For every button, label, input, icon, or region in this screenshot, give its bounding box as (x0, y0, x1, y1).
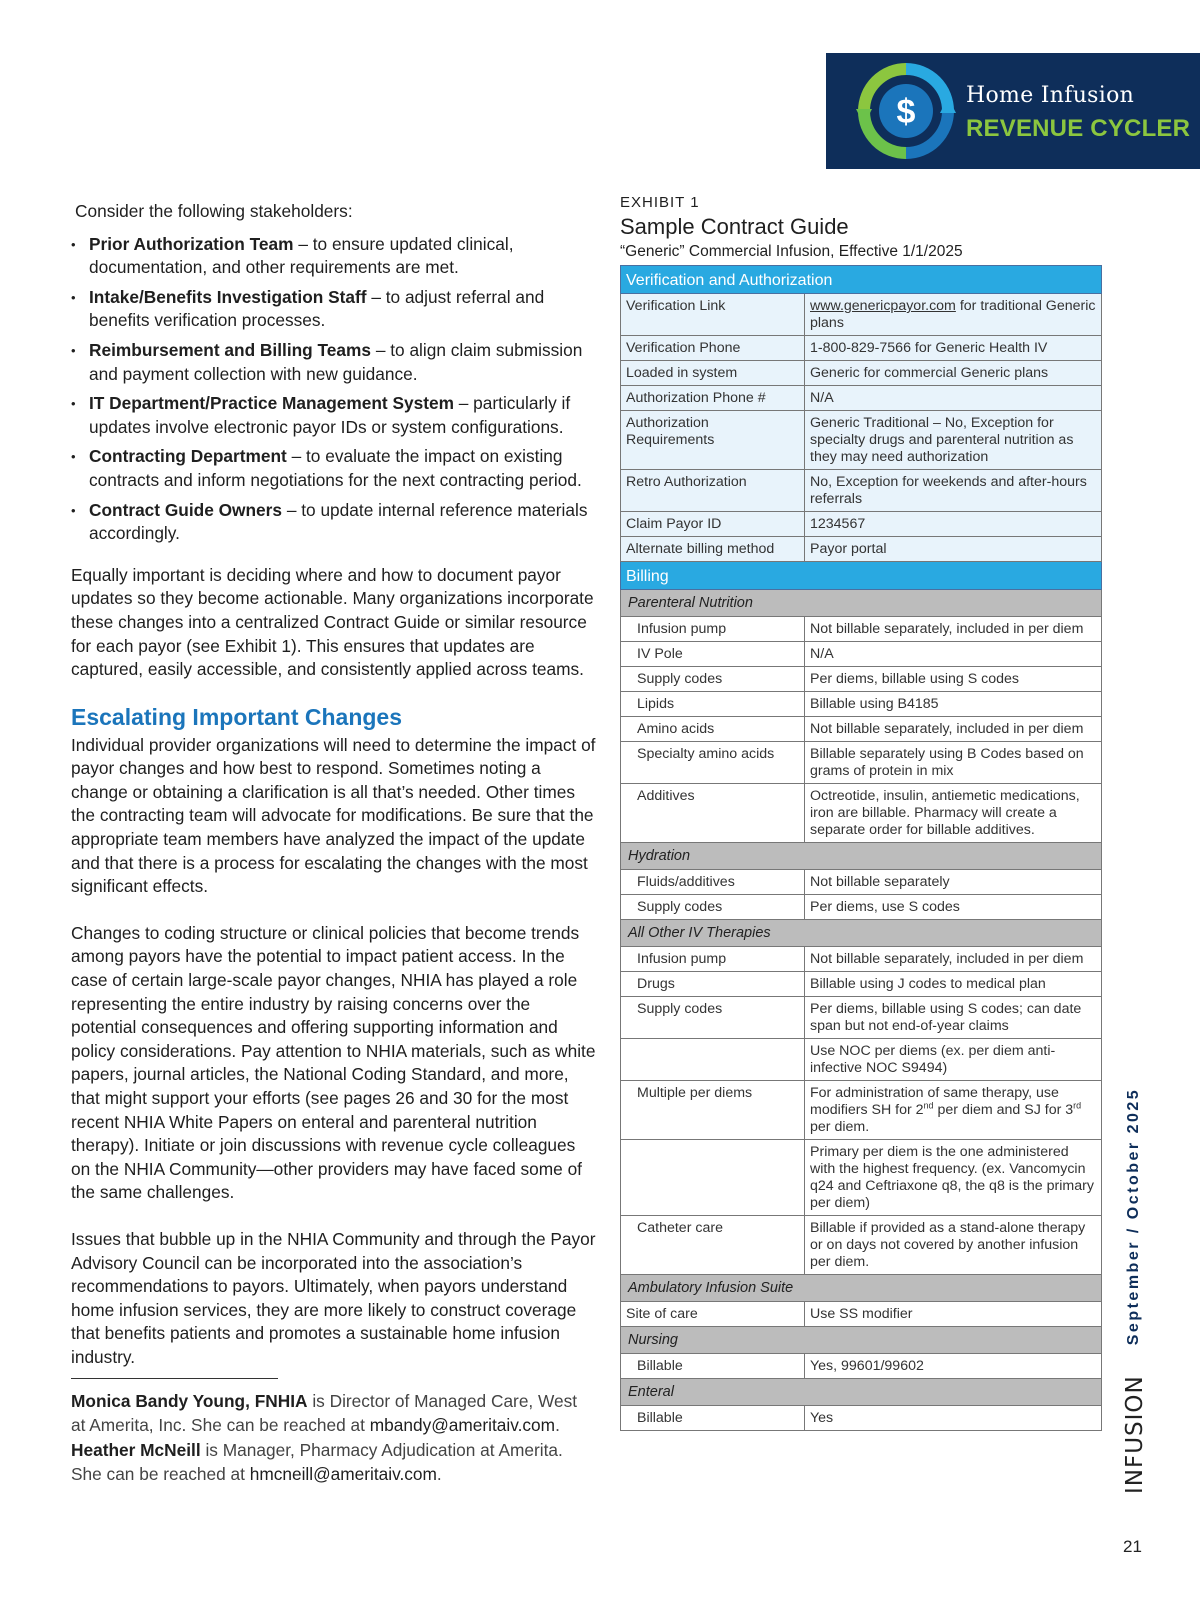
stakeholder-name: Intake/Benefits Investigation Staff (89, 286, 367, 307)
stakeholder-name: Contract Guide Owners (89, 499, 283, 520)
author-name: Heather McNeill (71, 1439, 201, 1460)
row-label: Additives (621, 784, 805, 843)
stakeholder-desc: – to ensure updated clinical, documentation, and other requirements are met. (89, 233, 514, 278)
paragraph: Equally important is deciding where and how to document payor updates so they become actionable. Many organizations incorporate these changes into a centralized Contract Guide or similar resource for each payor (see Exhibit 1). This ensures that updates are captured, easily accessible, and consistently applied across teams. (71, 564, 594, 680)
row-value: No, Exception for weekends and after-hours referrals (805, 470, 1102, 512)
row-label: Catheter care (621, 1216, 805, 1275)
row-label: Alternate billing method (621, 537, 805, 562)
subsection-header: Ambulatory Infusion Suite (621, 1275, 1102, 1302)
table-row (621, 692, 1102, 717)
row-value: Generic for commercial Generic plans (805, 361, 1102, 386)
table-row (621, 997, 1102, 1039)
row-label: Fluids/additives (621, 870, 805, 895)
row-value (805, 1081, 1102, 1140)
list-item (71, 445, 596, 492)
bullet-icon: • (71, 236, 76, 252)
row-label: Supply codes (621, 997, 805, 1039)
author-name: Monica Bandy Young, FNHIA (71, 1390, 308, 1411)
badge-subtitle: REVENUE CYCLER (966, 115, 1191, 142)
subsection-header: Enteral (621, 1379, 1102, 1406)
row-value: Not billable separately, included in per diem (805, 617, 1102, 642)
bullet-icon: • (71, 342, 76, 358)
author-bio (71, 1389, 596, 1487)
row-value: Payor portal (805, 537, 1102, 562)
table-row (621, 742, 1102, 784)
table-row (621, 1302, 1102, 1327)
subsection-header: Parenteral Nutrition (621, 590, 1102, 617)
stakeholders-intro: Consider the following stakeholders: (75, 201, 353, 221)
subsection-row (621, 920, 1102, 947)
table-row (621, 717, 1102, 742)
list-item (71, 499, 596, 546)
table-row (621, 1354, 1102, 1379)
article-body (71, 200, 596, 1487)
list-item (71, 286, 596, 333)
row-value: Billable separately using B Codes based on grams of protein in mix (805, 742, 1102, 784)
row-label: Amino acids (621, 717, 805, 742)
bio-text: is Manager, Pharmacy Adjudication at Amerita. She can be reached at (71, 1439, 563, 1485)
verification-link[interactable]: www.genericpayor.com (810, 298, 956, 314)
row-label: Authorization Phone # (621, 386, 805, 411)
list-item (71, 392, 596, 439)
section-header: Verification and Authorization (621, 266, 1102, 294)
subsection-header: All Other IV Therapies (621, 920, 1102, 947)
row-value: N/A (805, 642, 1102, 667)
table-row (621, 411, 1102, 470)
row-label: Specialty amino acids (621, 742, 805, 784)
table-row (621, 1216, 1102, 1275)
row-value: Billable if provided as a stand-alone therapy or on days not covered by another infusion per diem. (805, 1216, 1102, 1275)
section-heading: Escalating Important Changes (71, 703, 403, 730)
row-value: Not billable separately, included in per diem (805, 717, 1102, 742)
row-label: Infusion pump (621, 617, 805, 642)
row-value-text: For administration of same therapy, use modifiers SH for 2 (810, 1085, 1059, 1118)
row-label: Infusion pump (621, 947, 805, 972)
email-link[interactable]: mbandy@ameritaiv.com (369, 1415, 556, 1436)
stakeholder-name: Contracting Department (89, 446, 287, 467)
table-row (621, 1081, 1102, 1140)
row-label: Drugs (621, 972, 805, 997)
table-row (621, 642, 1102, 667)
table-row (621, 470, 1102, 512)
row-label: Multiple per diems (621, 1081, 805, 1140)
row-value: Use NOC per diems (ex. per diem anti-infective NOC S9494) (805, 1039, 1102, 1081)
row-label: Lipids (621, 692, 805, 717)
badge-title: Home Infusion (966, 83, 1135, 108)
row-value: Yes, 99601/99602 (805, 1354, 1102, 1379)
stakeholder-name: Prior Authorization Team (89, 233, 294, 254)
contract-guide-table (620, 265, 1102, 1431)
stakeholder-desc: – to adjust referral and benefits verification processes. (89, 286, 545, 331)
row-label: Billable (621, 1406, 805, 1431)
row-label: Verification Link (621, 294, 805, 336)
stakeholder-desc: – to update internal reference materials accordingly. (89, 499, 588, 544)
table-row (621, 361, 1102, 386)
subsection-row (621, 1327, 1102, 1354)
row-value: Per diems, use S codes (805, 895, 1102, 920)
row-value-text: per diem and SJ for 3 (933, 1102, 1074, 1118)
table-row (621, 947, 1102, 972)
revenue-cycle-logo-icon (856, 61, 956, 161)
magazine-name: INFUSION (1122, 1375, 1148, 1494)
row-label: Authorization Requirements (621, 411, 805, 470)
row-label: Billable (621, 1354, 805, 1379)
stakeholder-desc: – to evaluate the impact on existing contracts and inform negotiations for the next contracting period. (89, 446, 582, 490)
table-row (621, 386, 1102, 411)
row-value: Billable using J codes to medical plan (805, 972, 1102, 997)
row-label: Loaded in system (621, 361, 805, 386)
stakeholder-desc: – to align claim submission and payment collection with new guidance. (89, 339, 583, 384)
section-header: Billing (621, 562, 1102, 590)
email-link[interactable]: hmcneill@ameritaiv.com (249, 1464, 437, 1485)
bio-text: is Director of Managed Care, West at Amerita, Inc. She can be reached at (71, 1390, 578, 1436)
row-value-text: for traditional Generic plans (810, 298, 1096, 331)
exhibit-title: Sample Contract Guide (620, 214, 849, 239)
table-row (621, 537, 1102, 562)
exhibit-subtitle: “Generic” Commercial Infusion, Effective 1/1/2025 (620, 243, 963, 260)
row-label (621, 1140, 805, 1216)
exhibit-label: EXHIBIT 1 (620, 194, 700, 211)
row-value: Octreotide, insulin, antiemetic medications, iron are billable. Pharmacy will create a separate order for billable additives. (805, 784, 1102, 843)
paragraph: Changes to coding structure or clinical policies that become trends among payors have the potential to impact patient access. In the case of certain large-scale payor changes, NHIA has played a role representing the entire industry by raising concerns over the potential consequences and offering supporting information and policy considerations. Pay attention to NHIA materials, such as white papers, journal articles, the National Coding Standard, and more, that might support your efforts (see pages 26 and 30 for the most recent NHIA White Papers on enteral and parenteral nutrition therapy). Initiate or join discussions with revenue cycle colleagues on the NHIA Community—other providers may have faced some of the same challenges. (71, 922, 596, 1203)
bullet-icon: • (71, 396, 76, 412)
row-label: Claim Payor ID (621, 512, 805, 537)
subsection-row (621, 590, 1102, 617)
stakeholder-list (71, 233, 596, 546)
table-row (621, 972, 1102, 997)
row-value: Yes (805, 1406, 1102, 1431)
section-header-row (621, 562, 1102, 590)
row-value: 1234567 (805, 512, 1102, 537)
subsection-row (621, 843, 1102, 870)
table-row (621, 784, 1102, 843)
header-badge (826, 53, 1200, 169)
issue-date: September / October 2025 (1125, 1087, 1142, 1346)
row-label: Verification Phone (621, 336, 805, 361)
bullet-icon: • (71, 502, 76, 518)
dollar-sign-icon: $ (896, 93, 916, 131)
row-label: Supply codes (621, 667, 805, 692)
superscript: nd (923, 1100, 934, 1111)
row-label: IV Pole (621, 642, 805, 667)
exhibit (620, 194, 1102, 1431)
side-label (1122, 1088, 1148, 1494)
row-label: Site of care (621, 1302, 805, 1327)
table-row (621, 895, 1102, 920)
row-label: Retro Authorization (621, 470, 805, 512)
row-label (621, 1039, 805, 1081)
subsection-header: Nursing (621, 1327, 1102, 1354)
row-value: N/A (805, 386, 1102, 411)
row-value: Billable using B4185 (805, 692, 1102, 717)
table-row (621, 870, 1102, 895)
divider (71, 1378, 278, 1379)
paragraph: Issues that bubble up in the NHIA Community and through the Payor Advisory Council can be incorporated into the association’s recommendations to payors. Ultimately, when payors understand home infusion services, they are more likely to construct coverage that benefits patients and promotes a sustainable home infusion industry. (71, 1228, 596, 1367)
row-value: Not billable separately (805, 870, 1102, 895)
table-row (621, 617, 1102, 642)
bio-text: . (436, 1464, 442, 1485)
table-row (621, 1406, 1102, 1431)
subsection-row (621, 1275, 1102, 1302)
list-item (71, 339, 596, 386)
table-row (621, 1140, 1102, 1216)
bullet-icon: • (71, 289, 76, 305)
row-value: Primary per diem is the one administered with the highest frequency. (ex. Vancomycin q24 and Ceftriaxone q8, the q8 is the primary per diem) (805, 1140, 1102, 1216)
page-number: 21 (1123, 1537, 1142, 1556)
stakeholder-name: Reimbursement and Billing Teams (89, 339, 372, 360)
subsection-row (621, 1379, 1102, 1406)
bio-text: . (555, 1415, 560, 1436)
row-value: Per diems, billable using S codes (805, 667, 1102, 692)
superscript: rd (1073, 1100, 1082, 1111)
table-row (621, 667, 1102, 692)
row-value: 1-800-829-7566 for Generic Health IV (805, 336, 1102, 361)
bullet-icon: • (71, 449, 76, 465)
stakeholder-name: IT Department/Practice Management System (89, 393, 454, 414)
row-value (805, 294, 1102, 336)
row-value: Per diems, billable using S codes; can date span but not end-of-year claims (805, 997, 1102, 1039)
table-row (621, 336, 1102, 361)
row-value: Generic Traditional – No, Exception for specialty drugs and parenteral nutrition as they may need authorization (805, 411, 1102, 470)
row-label: Supply codes (621, 895, 805, 920)
row-value: Use SS modifier (805, 1302, 1102, 1327)
section-header-row (621, 266, 1102, 294)
table-row (621, 294, 1102, 336)
subsection-header: Hydration (621, 843, 1102, 870)
table-row (621, 512, 1102, 537)
list-item (71, 233, 596, 280)
table-row (621, 1039, 1102, 1081)
paragraph: Individual provider organizations will need to determine the impact of payor changes and how best to respond. Sometimes noting a change or obtaining a clarification is all that’s needed. Other times the contracting team will advocate for modifications. Be sure that the appropriate team members have analyzed the impact of the update and that there is a process for escalating the changes with the most significant effects. (71, 734, 596, 897)
row-value-text: per diem. (810, 1119, 870, 1135)
stakeholder-desc: – particularly if updates involve electronic payor IDs or system configurations. (89, 393, 571, 437)
row-value: Not billable separately, included in per diem (805, 947, 1102, 972)
